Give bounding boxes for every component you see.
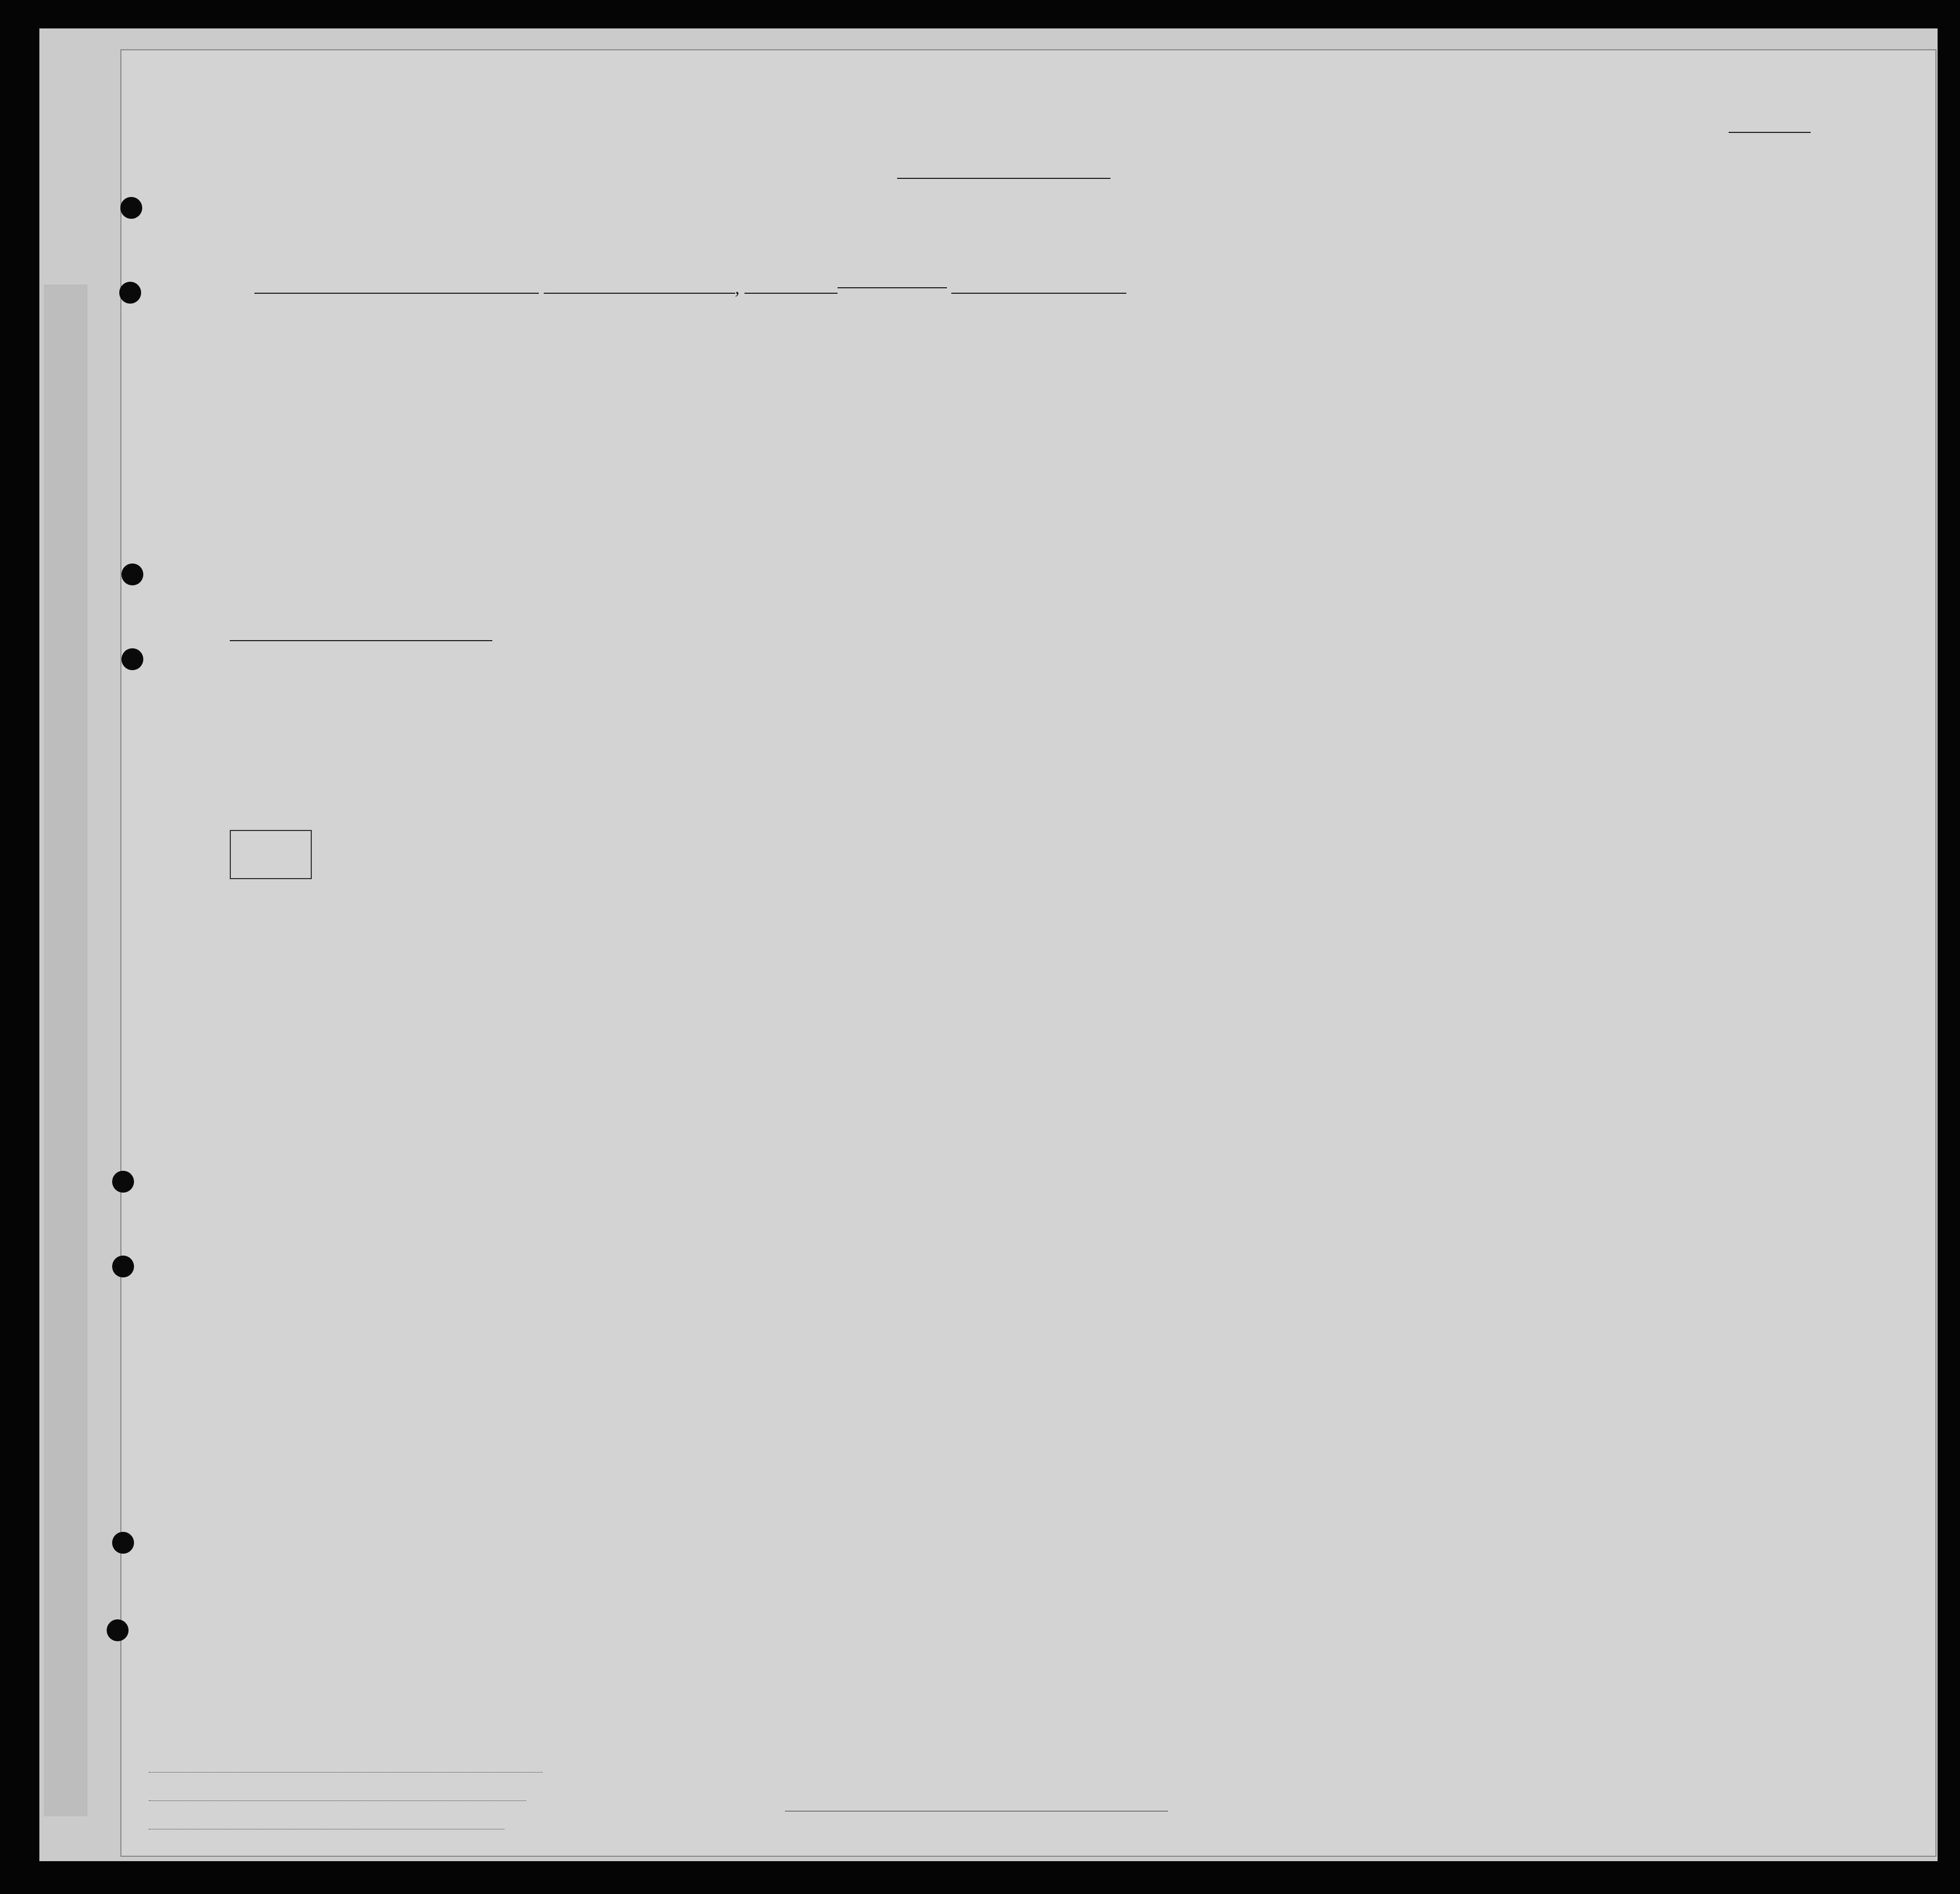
line-rule xyxy=(149,1772,543,1773)
via-line xyxy=(230,711,235,739)
agents-field xyxy=(143,1819,504,1833)
seal-box xyxy=(230,830,312,879)
vessel-line: , xyxy=(254,257,1906,303)
date-line xyxy=(323,797,356,814)
line-field xyxy=(143,1762,543,1776)
visa-stamp xyxy=(230,594,613,911)
owners-field xyxy=(143,1790,526,1804)
owners-rule xyxy=(149,1800,526,1801)
seamen-note xyxy=(246,949,662,1080)
consulate-line xyxy=(230,598,252,620)
at-rule xyxy=(230,640,492,641)
at-line xyxy=(230,630,492,645)
